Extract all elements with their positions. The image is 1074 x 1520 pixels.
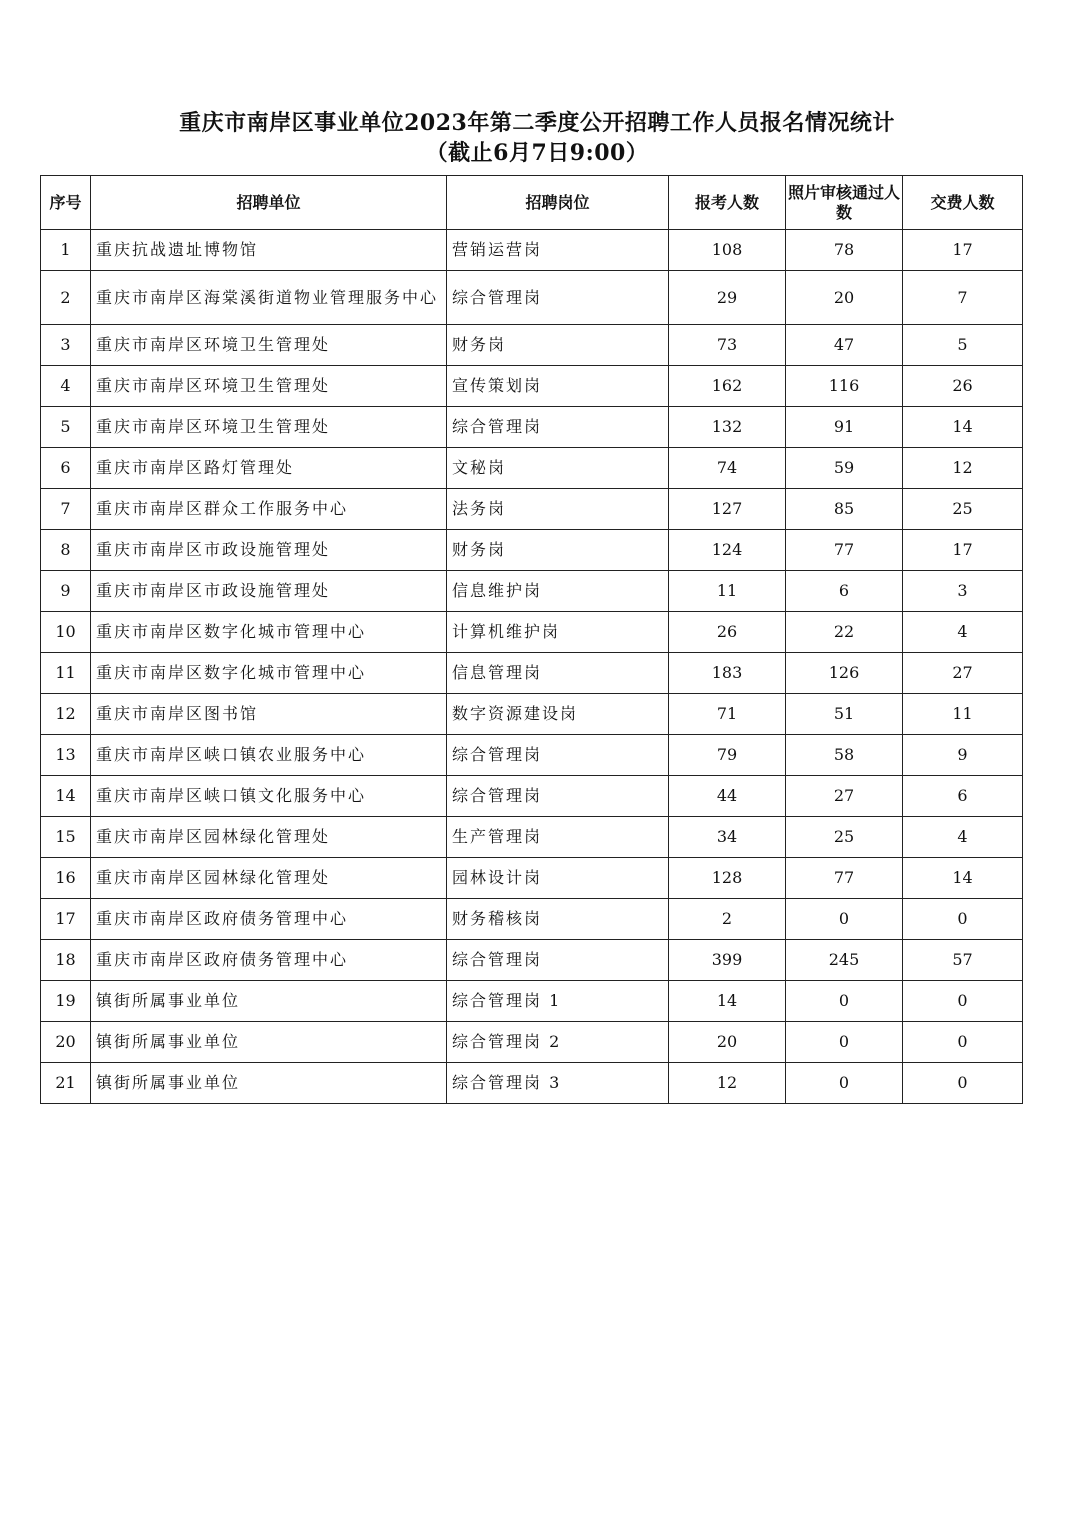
cell-paid: 25 (903, 489, 1023, 530)
cell-index: 13 (41, 735, 91, 776)
cell-post: 园林设计岗 (447, 858, 669, 899)
cell-unit: 重庆市南岸区群众工作服务中心 (91, 489, 447, 530)
cell-index: 2 (41, 271, 91, 325)
cell-post: 财务岗 (447, 530, 669, 571)
cell-unit: 重庆市南岸区海棠溪街道物业管理服务中心 (91, 271, 447, 325)
header-applicants: 报考人数 (669, 176, 786, 230)
cell-applicants: 183 (669, 653, 786, 694)
cell-applicants: 44 (669, 776, 786, 817)
cell-unit: 重庆市南岸区园林绿化管理处 (91, 858, 447, 899)
cell-approved: 6 (786, 571, 903, 612)
cell-unit: 重庆市南岸区环境卫生管理处 (91, 407, 447, 448)
cell-index: 20 (41, 1022, 91, 1063)
cell-paid: 14 (903, 407, 1023, 448)
cell-post: 综合管理岗 (447, 940, 669, 981)
table-row (41, 817, 1023, 858)
cell-applicants: 132 (669, 407, 786, 448)
cell-approved: 91 (786, 407, 903, 448)
cell-post: 综合管理岗 2 (447, 1022, 669, 1063)
cell-paid: 57 (903, 940, 1023, 981)
cell-unit: 重庆市南岸区数字化城市管理中心 (91, 612, 447, 653)
cell-post: 综合管理岗 (447, 407, 669, 448)
cell-post: 文秘岗 (447, 448, 669, 489)
table-row (41, 448, 1023, 489)
cell-applicants: 108 (669, 230, 786, 271)
cell-paid: 4 (903, 612, 1023, 653)
cell-approved: 245 (786, 940, 903, 981)
cell-paid: 0 (903, 981, 1023, 1022)
cell-post: 数字资源建设岗 (447, 694, 669, 735)
cell-approved: 0 (786, 1022, 903, 1063)
cell-paid: 26 (903, 366, 1023, 407)
cell-unit: 重庆抗战遗址博物馆 (91, 230, 447, 271)
cell-index: 3 (41, 325, 91, 366)
cell-unit: 重庆市南岸区环境卫生管理处 (91, 325, 447, 366)
cell-paid: 4 (903, 817, 1023, 858)
cell-approved: 22 (786, 612, 903, 653)
cell-applicants: 128 (669, 858, 786, 899)
cell-approved: 85 (786, 489, 903, 530)
cell-post: 信息管理岗 (447, 653, 669, 694)
cell-paid: 12 (903, 448, 1023, 489)
cell-index: 12 (41, 694, 91, 735)
cell-unit: 镇街所属事业单位 (91, 1022, 447, 1063)
cell-index: 1 (41, 230, 91, 271)
header-index: 序号 (41, 176, 91, 230)
table-row (41, 899, 1023, 940)
header-unit: 招聘单位 (91, 176, 447, 230)
table-row (41, 776, 1023, 817)
cell-approved: 27 (786, 776, 903, 817)
cell-applicants: 29 (669, 271, 786, 325)
table-row (41, 271, 1023, 325)
cell-paid: 0 (903, 899, 1023, 940)
cell-post: 营销运营岗 (447, 230, 669, 271)
cell-applicants: 79 (669, 735, 786, 776)
table-row (41, 858, 1023, 899)
cell-post: 生产管理岗 (447, 817, 669, 858)
cell-index: 17 (41, 899, 91, 940)
cell-index: 9 (41, 571, 91, 612)
cell-index: 8 (41, 530, 91, 571)
table-header-row (41, 176, 1023, 230)
table-row (41, 230, 1023, 271)
cell-approved: 0 (786, 1063, 903, 1104)
cell-applicants: 12 (669, 1063, 786, 1104)
cell-paid: 5 (903, 325, 1023, 366)
table-row (41, 407, 1023, 448)
cell-applicants: 399 (669, 940, 786, 981)
cell-applicants: 71 (669, 694, 786, 735)
cell-paid: 7 (903, 271, 1023, 325)
cell-paid: 17 (903, 230, 1023, 271)
table-row (41, 530, 1023, 571)
cell-approved: 25 (786, 817, 903, 858)
cell-paid: 9 (903, 735, 1023, 776)
cell-post: 综合管理岗 3 (447, 1063, 669, 1104)
table-row (41, 489, 1023, 530)
cell-approved: 20 (786, 271, 903, 325)
cell-approved: 51 (786, 694, 903, 735)
cell-applicants: 73 (669, 325, 786, 366)
page-title: 重庆市南岸区事业单位2023年第二季度公开招聘工作人员报名情况统计 (179, 110, 895, 136)
cell-applicants: 34 (669, 817, 786, 858)
cell-unit: 重庆市南岸区环境卫生管理处 (91, 366, 447, 407)
cell-index: 21 (41, 1063, 91, 1104)
cell-index: 11 (41, 653, 91, 694)
cell-post: 综合管理岗 1 (447, 981, 669, 1022)
cell-applicants: 14 (669, 981, 786, 1022)
cell-paid: 14 (903, 858, 1023, 899)
cell-post: 计算机维护岗 (447, 612, 669, 653)
cell-applicants: 124 (669, 530, 786, 571)
cell-index: 5 (41, 407, 91, 448)
cell-post: 综合管理岗 (447, 776, 669, 817)
cell-applicants: 11 (669, 571, 786, 612)
header-paid: 交费人数 (903, 176, 1023, 230)
cell-approved: 78 (786, 230, 903, 271)
cell-applicants: 74 (669, 448, 786, 489)
cell-post: 财务岗 (447, 325, 669, 366)
cell-unit: 重庆市南岸区政府债务管理中心 (91, 899, 447, 940)
cell-index: 15 (41, 817, 91, 858)
cell-unit: 重庆市南岸区图书馆 (91, 694, 447, 735)
table-row (41, 571, 1023, 612)
cell-index: 7 (41, 489, 91, 530)
table-row (41, 735, 1023, 776)
table-row (41, 1022, 1023, 1063)
header-post: 招聘岗位 (447, 176, 669, 230)
cell-post: 信息维护岗 (447, 571, 669, 612)
cell-unit: 重庆市南岸区园林绿化管理处 (91, 817, 447, 858)
cell-paid: 6 (903, 776, 1023, 817)
cell-approved: 77 (786, 530, 903, 571)
cell-unit: 重庆市南岸区政府债务管理中心 (91, 940, 447, 981)
cell-applicants: 127 (669, 489, 786, 530)
table-row (41, 694, 1023, 735)
cell-unit: 重庆市南岸区峡口镇文化服务中心 (91, 776, 447, 817)
cell-approved: 59 (786, 448, 903, 489)
cell-post: 法务岗 (447, 489, 669, 530)
cell-index: 16 (41, 858, 91, 899)
cell-unit: 重庆市南岸区市政设施管理处 (91, 571, 447, 612)
cell-unit: 重庆市南岸区峡口镇农业服务中心 (91, 735, 447, 776)
cell-index: 18 (41, 940, 91, 981)
cell-post: 财务稽核岗 (447, 899, 669, 940)
table-row (41, 981, 1023, 1022)
cell-paid: 27 (903, 653, 1023, 694)
cell-post: 综合管理岗 (447, 735, 669, 776)
table-row (41, 612, 1023, 653)
cell-paid: 0 (903, 1063, 1023, 1104)
page-subtitle: （截止6月7日9:00） (425, 140, 649, 166)
cell-paid: 11 (903, 694, 1023, 735)
cell-applicants: 2 (669, 899, 786, 940)
cell-unit: 重庆市南岸区数字化城市管理中心 (91, 653, 447, 694)
header-approved: 照片审核通过人数 (786, 176, 903, 230)
table-row (41, 325, 1023, 366)
cell-paid: 17 (903, 530, 1023, 571)
cell-applicants: 20 (669, 1022, 786, 1063)
cell-unit: 重庆市南岸区路灯管理处 (91, 448, 447, 489)
cell-approved: 58 (786, 735, 903, 776)
cell-unit: 镇街所属事业单位 (91, 1063, 447, 1104)
table-row (41, 1063, 1023, 1104)
cell-index: 10 (41, 612, 91, 653)
cell-approved: 77 (786, 858, 903, 899)
cell-applicants: 162 (669, 366, 786, 407)
table-row (41, 366, 1023, 407)
cell-approved: 0 (786, 899, 903, 940)
table-row (41, 653, 1023, 694)
cell-index: 6 (41, 448, 91, 489)
cell-index: 4 (41, 366, 91, 407)
cell-approved: 126 (786, 653, 903, 694)
cell-post: 宣传策划岗 (447, 366, 669, 407)
cell-approved: 47 (786, 325, 903, 366)
cell-index: 19 (41, 981, 91, 1022)
cell-index: 14 (41, 776, 91, 817)
cell-unit: 重庆市南岸区市政设施管理处 (91, 530, 447, 571)
cell-post: 综合管理岗 (447, 271, 669, 325)
cell-paid: 0 (903, 1022, 1023, 1063)
cell-unit: 镇街所属事业单位 (91, 981, 447, 1022)
table-row (41, 940, 1023, 981)
registration-table (40, 175, 1023, 1104)
cell-approved: 0 (786, 981, 903, 1022)
cell-applicants: 26 (669, 612, 786, 653)
cell-paid: 3 (903, 571, 1023, 612)
cell-approved: 116 (786, 366, 903, 407)
table-body (41, 230, 1023, 1104)
